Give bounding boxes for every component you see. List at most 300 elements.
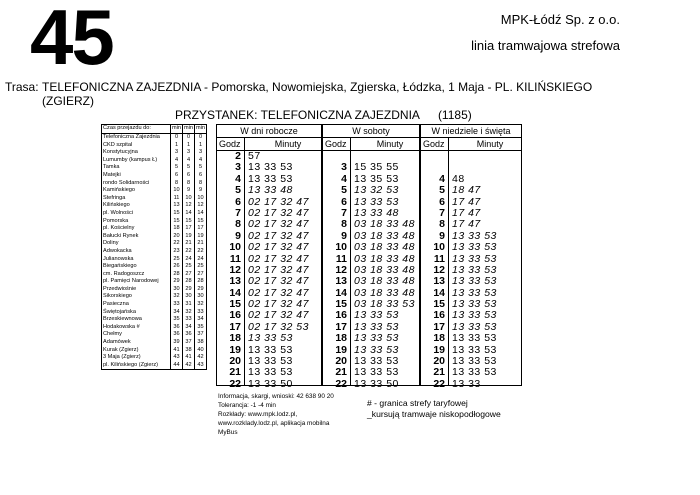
travel-time-row <box>102 134 207 142</box>
travel-minutes: 33 <box>195 309 207 317</box>
hour-label: Godz <box>325 139 347 149</box>
travel-time-row <box>102 347 207 355</box>
travel-minutes: 36 <box>171 324 183 332</box>
travel-minutes: 30 <box>171 286 183 294</box>
travel-minutes: 5 <box>171 164 183 172</box>
departure-hour: 12 <box>433 263 445 276</box>
travel-minutes: 1 <box>183 142 195 150</box>
travel-minutes: 8 <box>183 180 195 188</box>
travel-minutes: 11 <box>171 195 183 203</box>
travel-minutes: 28 <box>195 278 207 286</box>
departure-hour: 7 <box>341 206 347 219</box>
departure-hour: 6 <box>235 195 241 208</box>
departure-hour: 13 <box>335 275 347 288</box>
travel-time-header <box>102 125 207 134</box>
departure-minutes: 13 33 53 <box>452 241 497 254</box>
hour-label: Godz <box>423 139 445 149</box>
departure-minutes: 17 47 <box>452 195 481 208</box>
departure-hour: 5 <box>341 184 347 197</box>
departure-hour: 17 <box>433 320 445 333</box>
travel-time-row <box>102 218 207 226</box>
departure-minutes: 02 17 32 47 <box>248 298 309 311</box>
departure-minutes: 02 17 32 47 <box>248 229 309 242</box>
route-description <box>5 80 645 108</box>
departure-hour: 22 <box>229 377 241 390</box>
travel-minutes: 21 <box>195 240 207 248</box>
stop-name: Hodakowska # <box>102 324 171 332</box>
departure-minutes: 03 18 33 48 <box>354 229 415 242</box>
departure-row <box>217 333 321 344</box>
day-type-title: W niedziele i święta <box>421 125 521 138</box>
travel-minutes: 43 <box>171 354 183 362</box>
departure-hour: 4 <box>341 172 347 185</box>
column-subheader <box>323 138 419 151</box>
travel-time-row <box>102 354 207 362</box>
departure-minutes: 13 33 53 <box>354 366 399 379</box>
travel-minutes: 21 <box>183 240 195 248</box>
minutes-label: Minuty <box>274 139 302 149</box>
travel-minutes: 24 <box>195 256 207 264</box>
departure-hour: 14 <box>229 286 241 299</box>
departure-hour: 19 <box>229 343 241 356</box>
travel-minutes: 12 <box>183 202 195 210</box>
travel-minutes: 27 <box>183 271 195 279</box>
travel-time-row <box>102 164 207 172</box>
travel-minutes: 20 <box>171 233 183 241</box>
stop-name: Kilińskiego <box>102 202 171 210</box>
departure-hour: 19 <box>433 343 445 356</box>
travel-minutes: 30 <box>183 293 195 301</box>
travel-time-row <box>102 362 207 370</box>
travel-minutes: 9 <box>195 187 207 195</box>
stop-name: CKD szpital <box>102 142 171 150</box>
travel-minutes: 39 <box>171 339 183 347</box>
departure-minutes: 13 33 53 <box>354 343 399 356</box>
departure-minutes: 13 33 53 <box>248 366 293 379</box>
departure-minutes: 48 <box>452 172 465 185</box>
departure-hour: 5 <box>439 184 445 197</box>
travel-minutes: 4 <box>195 157 207 165</box>
departure-row <box>421 185 521 196</box>
departure-hour: 18 <box>433 332 445 345</box>
line-type: linia tramwajowa strefowa <box>471 38 620 53</box>
departure-row <box>217 276 321 287</box>
departure-minutes: 13 33 53 <box>452 298 497 311</box>
travel-minutes: 8 <box>171 180 183 188</box>
travel-minutes: 19 <box>195 233 207 241</box>
travel-minutes: 5 <box>195 164 207 172</box>
stop-name: Julianowska <box>102 256 171 264</box>
travel-minutes: 41 <box>171 347 183 355</box>
departure-hour: 7 <box>439 206 445 219</box>
travel-time-row <box>102 278 207 286</box>
departure-minutes: 03 18 33 48 <box>354 241 415 254</box>
departure-row <box>323 333 419 344</box>
departure-hour: 14 <box>335 286 347 299</box>
departure-minutes: 13 33 53 <box>248 161 293 174</box>
departure-hour: 15 <box>335 298 347 311</box>
departure-hour: 16 <box>229 309 241 322</box>
travel-minutes: 4 <box>171 157 183 165</box>
travel-time-row <box>102 180 207 188</box>
departure-hour: 16 <box>433 309 445 322</box>
travel-time-row <box>102 331 207 339</box>
travel-minutes: 8 <box>195 180 207 188</box>
departure-hour: 7 <box>235 206 241 219</box>
travel-minutes: 14 <box>195 210 207 218</box>
travel-minutes: 6 <box>195 172 207 180</box>
departure-row <box>421 162 521 173</box>
travel-time-row <box>102 149 207 157</box>
departure-hour: 20 <box>433 355 445 368</box>
column-subheader <box>217 138 321 151</box>
travel-minutes: 15 <box>183 218 195 226</box>
travel-minutes: 33 <box>183 316 195 324</box>
timetable <box>216 124 522 390</box>
minutes-label: Minuty <box>476 139 504 149</box>
travel-minutes: 31 <box>183 301 195 309</box>
departure-hour: 15 <box>433 298 445 311</box>
departure-minutes: 57 <box>248 150 261 162</box>
departure-hour: 18 <box>229 332 241 345</box>
travel-time-row <box>102 286 207 294</box>
stop-name: Pomorska <box>102 218 171 226</box>
day-type-title: W dni robocze <box>217 125 321 138</box>
departure-hour: 9 <box>341 229 347 242</box>
departure-row <box>323 242 419 253</box>
departure-hour: 22 <box>433 377 445 390</box>
departure-hour: 13 <box>433 275 445 288</box>
stop-name: pl. Kościelny <box>102 225 171 233</box>
travel-minutes: 0 <box>183 134 195 142</box>
departure-minutes: 02 17 32 47 <box>248 206 309 219</box>
travel-minutes: 35 <box>171 316 183 324</box>
stop-name: Bałucki Rynek <box>102 233 171 241</box>
travel-minutes: 26 <box>171 263 183 271</box>
departure-minutes: 13 33 48 <box>248 184 293 197</box>
travel-time-header-cell: Czas przejazdu do: <box>102 125 171 134</box>
minutes-label: Minuty <box>376 139 404 149</box>
travel-time-row <box>102 271 207 279</box>
footer-line: MyBus <box>218 429 238 436</box>
stop-name: pl. Pamięci Narodowej <box>102 278 171 286</box>
travel-minutes: 1 <box>195 142 207 150</box>
departure-hour: 3 <box>235 161 241 174</box>
route-text-continued: (ZGIERZ) <box>42 94 94 108</box>
travel-minutes: 29 <box>171 278 183 286</box>
departure-row <box>217 379 321 390</box>
departure-minutes: 03 18 33 48 <box>354 263 415 276</box>
travel-minutes: 22 <box>195 248 207 256</box>
travel-time-row <box>102 256 207 264</box>
travel-minutes: 6 <box>183 172 195 180</box>
stop-name: pl. Wolności <box>102 210 171 218</box>
travel-minutes: 42 <box>183 362 195 370</box>
departure-hour: 22 <box>335 377 347 390</box>
departure-row <box>217 185 321 196</box>
departure-minutes: 02 17 32 47 <box>248 195 309 208</box>
departure-hour: 19 <box>335 343 347 356</box>
departure-hour: 17 <box>335 320 347 333</box>
travel-minutes: 10 <box>171 187 183 195</box>
departure-row <box>421 379 521 390</box>
departure-hour: 5 <box>235 184 241 197</box>
travel-minutes: 33 <box>171 301 183 309</box>
departure-hour: 6 <box>341 195 347 208</box>
travel-minutes: 1 <box>171 142 183 150</box>
stop-name: 3 Maja (Zgierz) <box>102 354 171 362</box>
departure-minutes: 13 33 50 <box>248 377 293 390</box>
departure-minutes: 13 32 53 <box>354 184 399 197</box>
day-type-title: W soboty <box>323 125 419 138</box>
stop-name: Matejki <box>102 172 171 180</box>
stop-name: Sikorskiego <box>102 293 171 301</box>
legend <box>367 398 501 420</box>
departure-hour: 2 <box>235 150 241 162</box>
stop-name: Świętojańska <box>102 309 171 317</box>
stop-name: Stefringa <box>102 195 171 203</box>
departure-hour: 10 <box>335 241 347 254</box>
departure-minutes: 03 18 33 48 <box>354 286 415 299</box>
hour-label: Godz <box>219 139 241 149</box>
stop-name: cm. Radogoszcz <box>102 271 171 279</box>
travel-minutes: 34 <box>183 324 195 332</box>
travel-minutes: 0 <box>171 134 183 142</box>
departure-hour: 21 <box>335 366 347 379</box>
departure-hour: 8 <box>341 218 347 231</box>
departure-minutes: 13 33 53 <box>452 263 497 276</box>
departure-hour: 4 <box>235 172 241 185</box>
travel-minutes: 17 <box>183 225 195 233</box>
travel-minutes: 22 <box>183 248 195 256</box>
travel-minutes: 25 <box>183 263 195 271</box>
departure-minutes: 13 33 53 <box>452 366 497 379</box>
travel-time-body <box>102 134 207 370</box>
travel-time-row <box>102 263 207 271</box>
route-text: TELEFONICZNA ZAJEZDNIA - Pomorska, Nowomiejska, Zgierska, Łódzka, 1 Maja - PL. KILIŃSKIEGO <box>42 80 593 94</box>
travel-minutes: 3 <box>171 149 183 157</box>
departure-minutes: 13 33 53 <box>452 309 497 322</box>
departure-minutes: 13 33 53 <box>354 355 399 368</box>
column-subheader <box>421 138 521 151</box>
departure-minutes: 17 47 <box>452 206 481 219</box>
departure-minutes: 03 18 33 48 <box>354 218 415 231</box>
travel-time-row <box>102 293 207 301</box>
departure-row <box>323 276 419 287</box>
legend-line: # - granica strefy taryfowej <box>367 398 468 408</box>
travel-minutes: 36 <box>183 331 195 339</box>
travel-minutes: 10 <box>183 195 195 203</box>
departure-hour: 13 <box>229 275 241 288</box>
departure-hour: 6 <box>439 195 445 208</box>
travel-minutes: 43 <box>195 362 207 370</box>
departure-rows <box>421 151 521 390</box>
stop-name: Pasieczna <box>102 301 171 309</box>
departure-minutes: 13 33 <box>452 377 481 390</box>
travel-minutes: 4 <box>183 157 195 165</box>
departure-minutes: 02 17 32 47 <box>248 286 309 299</box>
travel-minutes: 37 <box>183 339 195 347</box>
departure-minutes: 13 33 48 <box>354 206 399 219</box>
travel-time-row <box>102 316 207 324</box>
footer-line: Rozkłady: www.mpk.lodz.pl, <box>218 411 298 418</box>
departure-minutes: 13 33 53 <box>354 332 399 345</box>
timetable-column <box>323 125 421 390</box>
travel-minutes: 0 <box>195 134 207 142</box>
departure-hour: 12 <box>229 263 241 276</box>
travel-minutes: 3 <box>183 149 195 157</box>
travel-time-row <box>102 301 207 309</box>
travel-minutes: 19 <box>183 233 195 241</box>
travel-time-row <box>102 195 207 203</box>
travel-minutes: 3 <box>195 149 207 157</box>
travel-time-row <box>102 339 207 347</box>
timetable-column <box>421 125 521 390</box>
travel-minutes: 15 <box>171 210 183 218</box>
travel-time-header-cell: min <box>183 125 195 134</box>
travel-time-row <box>102 202 207 210</box>
departure-hour: 3 <box>341 161 347 174</box>
stop-title: PRZYSTANEK: TELEFONICZNA ZAJEZDNIA <box>175 108 420 122</box>
travel-minutes: 27 <box>195 271 207 279</box>
travel-minutes: 24 <box>183 256 195 264</box>
travel-minutes: 30 <box>195 293 207 301</box>
departure-minutes: 13 33 53 <box>452 355 497 368</box>
travel-minutes: 42 <box>195 354 207 362</box>
stop-name: Adamówek <box>102 339 171 347</box>
departure-row <box>421 333 521 344</box>
departure-minutes: 03 18 33 48 <box>354 252 415 265</box>
stop-name: Lumumby (kampus Ł) <box>102 157 171 165</box>
departure-row <box>421 151 521 162</box>
departure-row <box>323 379 419 390</box>
stop-name: Przedwiośnie <box>102 286 171 294</box>
departure-minutes: 02 17 32 47 <box>248 309 309 322</box>
travel-minutes: 14 <box>183 210 195 218</box>
stop-name: Doliny <box>102 240 171 248</box>
stop-name: pl. Kilińskiego (Zgierz) <box>102 362 171 370</box>
stop-name: rondo Solidarności <box>102 180 171 188</box>
travel-time-row <box>102 225 207 233</box>
travel-minutes: 32 <box>171 293 183 301</box>
departure-hour: 12 <box>335 263 347 276</box>
departure-hour: 10 <box>433 241 445 254</box>
travel-minutes: 29 <box>183 286 195 294</box>
departure-rows <box>323 151 419 390</box>
travel-time-header-cell: min <box>195 125 207 134</box>
departure-hour: 11 <box>229 252 241 265</box>
departure-minutes: 02 17 32 47 <box>248 241 309 254</box>
departure-minutes: 13 33 53 <box>452 320 497 333</box>
travel-minutes: 13 <box>171 202 183 210</box>
operator-name: MPK-Łódź Sp. z o.o. <box>500 12 620 27</box>
travel-minutes: 44 <box>171 362 183 370</box>
stop-name: Biegańskiego <box>102 263 171 271</box>
departure-minutes: 02 17 32 53 <box>248 320 309 333</box>
departure-hour: 18 <box>335 332 347 345</box>
travel-time-row <box>102 210 207 218</box>
departure-minutes: 13 33 53 <box>452 286 497 299</box>
departure-minutes: 13 33 53 <box>354 309 399 322</box>
stop-name: Kamińskiego <box>102 187 171 195</box>
travel-minutes: 34 <box>195 316 207 324</box>
travel-minutes: 28 <box>171 271 183 279</box>
stop-code: (1185) <box>437 108 472 122</box>
travel-minutes: 34 <box>171 309 183 317</box>
departure-minutes: 13 33 53 <box>248 343 293 356</box>
departure-minutes: 03 18 33 48 <box>354 275 415 288</box>
travel-minutes: 40 <box>195 347 207 355</box>
travel-minutes: 32 <box>195 301 207 309</box>
stop-header <box>175 108 490 122</box>
travel-minutes: 25 <box>171 256 183 264</box>
departure-hour: 17 <box>229 320 241 333</box>
departure-hour: 21 <box>229 366 241 379</box>
departure-hour: 4 <box>439 172 445 185</box>
departure-minutes: 15 35 55 <box>354 161 399 174</box>
travel-minutes: 15 <box>171 218 183 226</box>
departure-minutes: 13 33 53 <box>248 172 293 185</box>
route-label: Trasa: <box>5 80 39 94</box>
travel-time-row <box>102 187 207 195</box>
travel-minutes: 5 <box>183 164 195 172</box>
travel-time-row <box>102 233 207 241</box>
stop-name: Kurak (Zgierz) <box>102 347 171 355</box>
info-footer <box>218 392 334 437</box>
departure-hour: 21 <box>433 366 445 379</box>
departure-hour: 10 <box>229 241 241 254</box>
travel-minutes: 35 <box>195 324 207 332</box>
departure-hour: 20 <box>335 355 347 368</box>
departure-minutes: 13 33 50 <box>354 377 399 390</box>
travel-minutes: 38 <box>183 347 195 355</box>
travel-time-row <box>102 142 207 150</box>
travel-minutes: 25 <box>195 263 207 271</box>
departure-hour: 16 <box>335 309 347 322</box>
footer-line: Tolerancja: -1 -4 min <box>218 402 276 409</box>
stop-name: Adwokacka <box>102 248 171 256</box>
stop-name: Konstytucyjna <box>102 149 171 157</box>
departure-minutes: 13 35 53 <box>354 172 399 185</box>
line-number: 45 <box>30 0 113 81</box>
departure-minutes: 02 17 32 47 <box>248 263 309 276</box>
travel-time-row <box>102 324 207 332</box>
departure-minutes: 13 33 53 <box>452 332 497 345</box>
departure-hour: 8 <box>235 218 241 231</box>
departure-minutes: 02 17 32 47 <box>248 218 309 231</box>
travel-minutes: 15 <box>195 218 207 226</box>
departure-row <box>217 242 321 253</box>
departure-row <box>421 276 521 287</box>
travel-minutes: 18 <box>171 225 183 233</box>
departure-hour: 14 <box>433 286 445 299</box>
travel-time-row <box>102 248 207 256</box>
departure-minutes: 13 33 53 <box>452 252 497 265</box>
departure-minutes: 13 33 53 <box>248 355 293 368</box>
timetable-column <box>217 125 323 390</box>
travel-minutes: 29 <box>195 286 207 294</box>
footer-line: www.rozklady.lodz.pl, aplikacja mobilna <box>218 420 330 427</box>
stop-name: Telefoniczna Zajezdnia <box>102 134 171 142</box>
travel-time-table <box>101 124 207 370</box>
departure-hour: 9 <box>235 229 241 242</box>
travel-time-header-cell: min <box>171 125 183 134</box>
departure-minutes: 13 33 53 <box>248 332 293 345</box>
travel-time-row <box>102 172 207 180</box>
departure-minutes: 03 18 33 53 <box>354 298 415 311</box>
departure-hour: 11 <box>335 252 347 265</box>
departure-minutes: 02 17 32 47 <box>248 275 309 288</box>
